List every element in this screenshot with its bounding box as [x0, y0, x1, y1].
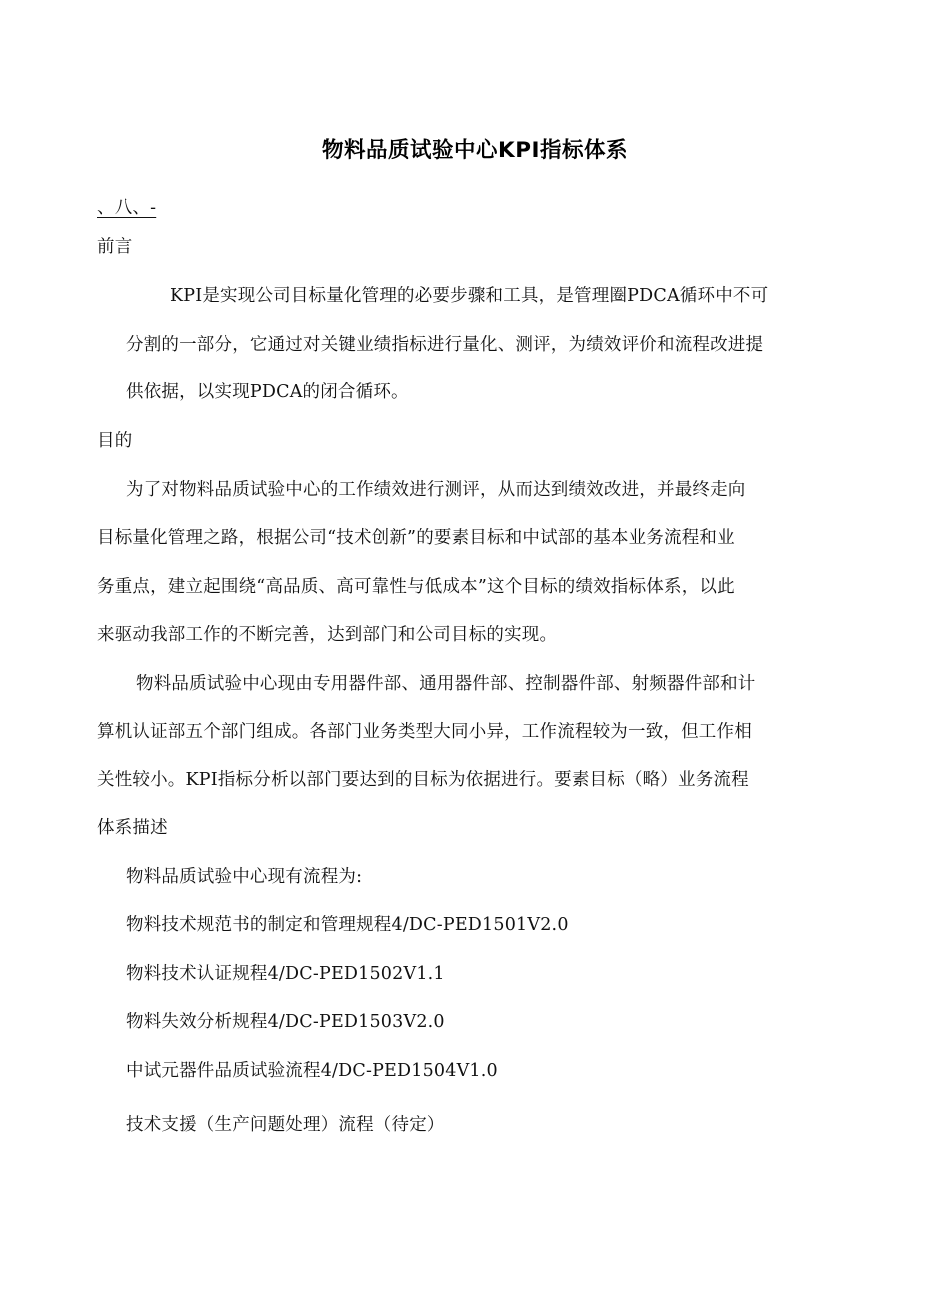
purpose-line-2: 目标量化管理之路，根据公司“技术创新”的要素目标和中试部的基本业务流程和业: [97, 528, 735, 548]
purpose-line-3: 务重点，建立起围绕“高品质、高可靠性与低成本”这个目标的绩效指标体系，以此: [97, 577, 735, 597]
org-line-1: 物料品质试验中心现由专用器件部、通用器件部、控制器件部、射频器件部和计: [136, 674, 756, 694]
preface-line-1: KPI是实现公司目标量化管理的必要步骤和工具，是管理圈PDCA循环中不可: [170, 286, 769, 306]
process-item: 物料技术认证规程4/DC-PED1502V1.1: [126, 964, 445, 984]
org-line-4: 体系描述: [97, 818, 168, 838]
preface-line-2: 分割的一部分，它通过对关键业绩指标进行量化、测评，为绩效评价和流程改进提: [126, 335, 764, 355]
purpose-line-4: 来驱动我部工作的不断完善，达到部门和公司目标的实现。: [97, 625, 558, 645]
process-item: 物料技术规范书的制定和管理规程4/DC-PED1501V2.0: [126, 915, 569, 935]
process-item: 中试元器件品质试验流程4/DC-PED1504V1.0: [126, 1061, 498, 1081]
section-marker: 、八、-: [97, 198, 157, 218]
org-line-3: 关性较小。KPI指标分析以部门要达到的目标为依据进行。要素目标（略）业务流程: [97, 770, 749, 790]
process-intro: 物料品质试验中心现有流程为:: [126, 867, 363, 887]
purpose-line-1: 为了对物料品质试验中心的工作绩效进行测评，从而达到绩效改进，并最终走向: [126, 480, 746, 500]
preface-heading: 前言: [97, 237, 133, 257]
preface-line-3: 供依据，以实现PDCA的闭合循环。: [126, 382, 409, 402]
org-line-2: 算机认证部五个部门组成。各部门业务类型大同小异，工作流程较为一致，但工作相: [97, 722, 752, 742]
purpose-heading: 目的: [97, 431, 133, 451]
process-item: 技术支援（生产问题处理）流程（待定）: [126, 1115, 445, 1135]
process-item: 物料失效分析规程4/DC-PED1503V2.0: [126, 1012, 445, 1032]
document-title: 物料品质试验中心KPI指标体系: [322, 138, 628, 163]
